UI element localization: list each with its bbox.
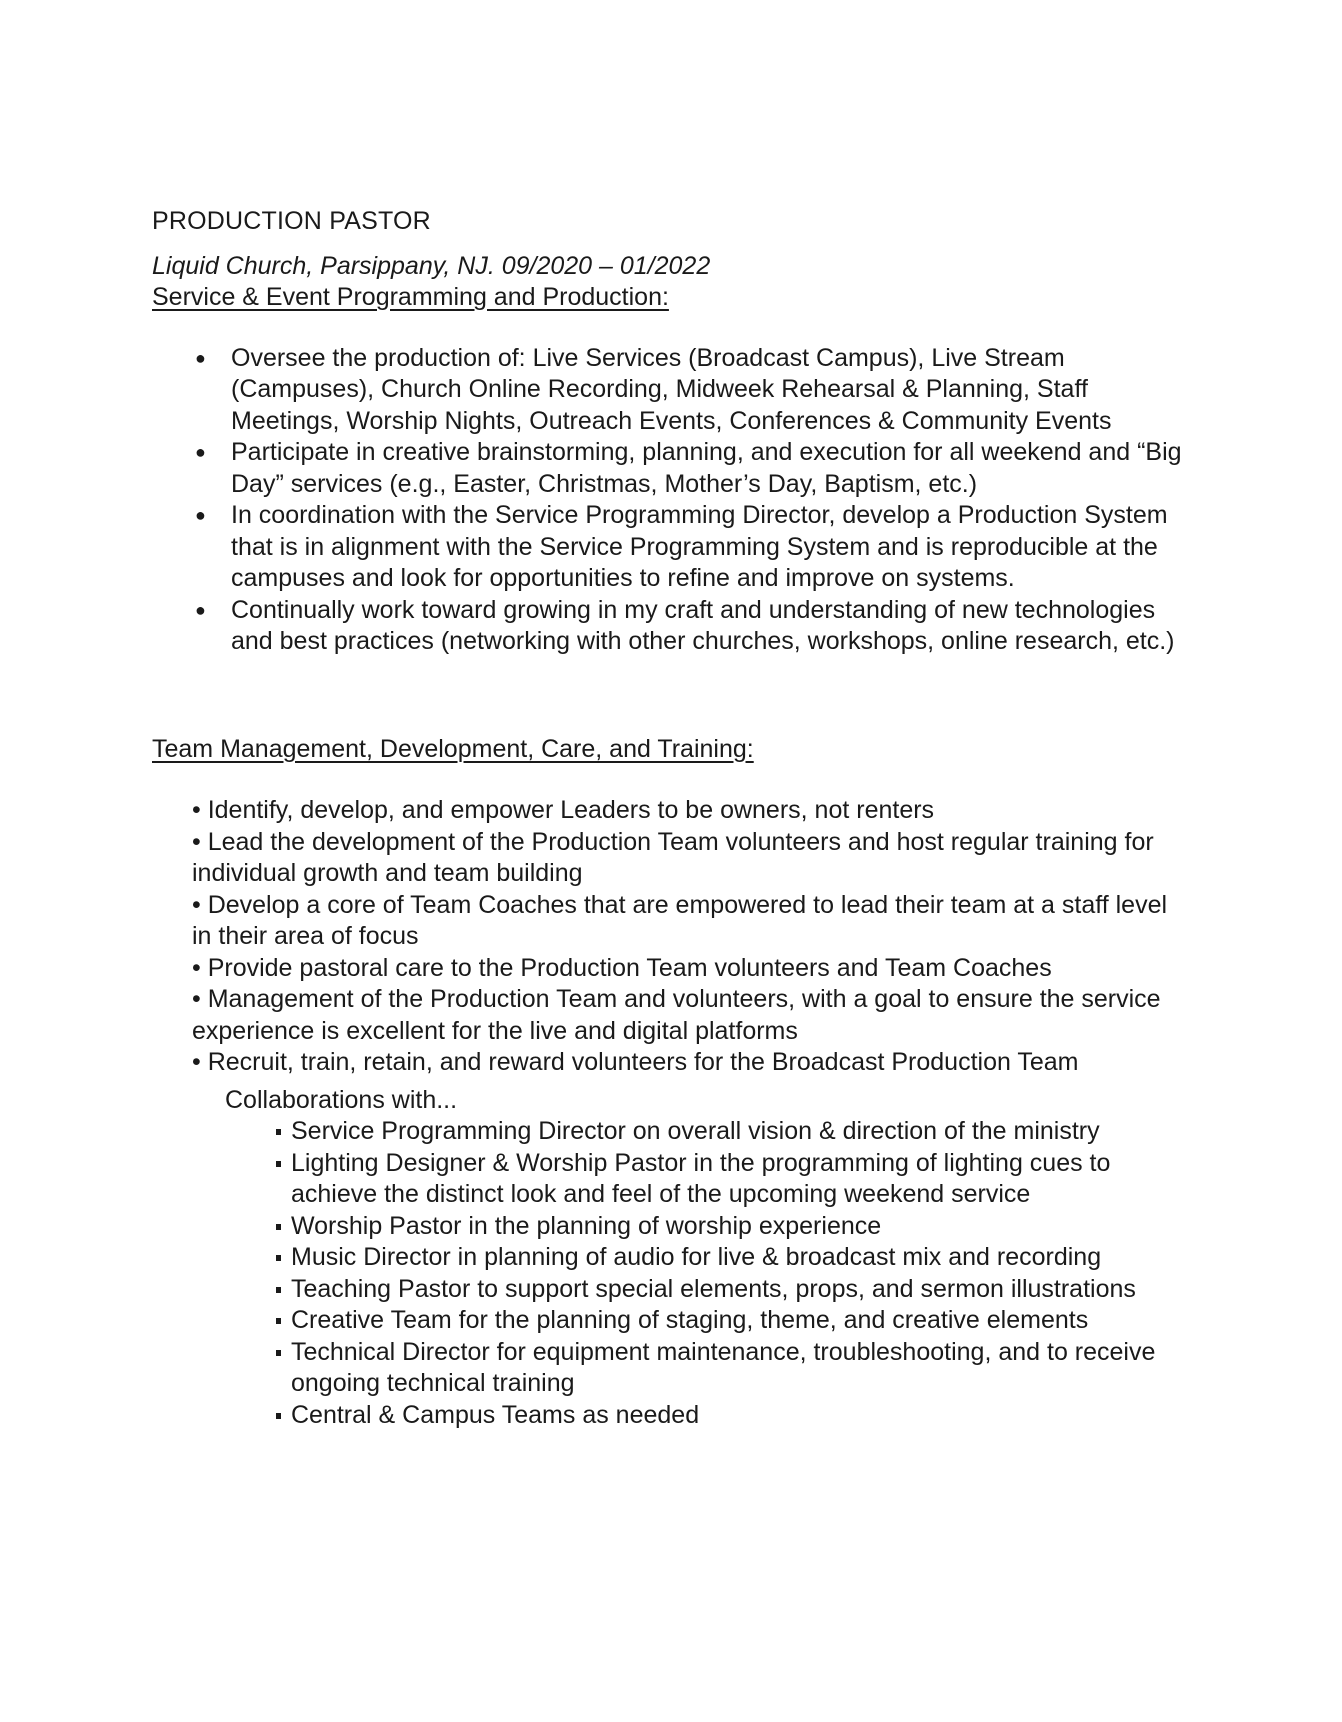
job-title: PRODUCTION PASTOR	[152, 207, 431, 235]
list-item	[195, 500, 1192, 595]
list-item: • Recruit, train, retain, and reward volunteers for the Broadcast Production Team	[192, 1048, 1079, 1076]
bullet-dot-icon: ●	[195, 442, 206, 462]
bullet-dot-icon: ●	[195, 599, 206, 620]
list-item: • Identify, develop, and empower Leaders to be owners, not renters	[192, 796, 935, 824]
list-item: • Management of the Production Team and volunteers, with a goal to ensure the service experience is excellent for the live and digital platforms	[192, 985, 1161, 1045]
square-bullet-icon	[276, 1287, 281, 1293]
list-item-text: Worship Pastor in the planning of worship experience	[291, 1211, 882, 1240]
square-bullet-icon	[276, 1413, 281, 1419]
list-item: • Provide pastoral care to the Production Team volunteers and Team Coaches	[192, 953, 1052, 982]
square-bullet-icon	[276, 1224, 281, 1230]
list-item-text: Creative Team for the planning of staging, theme, and creative elements	[291, 1306, 1089, 1334]
list-item-text: Music Director in planning of audio for live & broadcast mix and recording	[291, 1243, 1102, 1271]
list-item-text: Service Programming Director on overall vision & direction of the ministry	[291, 1117, 1100, 1145]
list-item	[276, 1400, 1192, 1432]
list-item-text: Continually work toward growing in my craft and understanding of new technologies and best practices (networking with other churches, workshops, online research, etc.)	[231, 595, 1175, 655]
list-item	[276, 1337, 1192, 1400]
list-item	[276, 1274, 1192, 1306]
list-item-text: Central & Campus Teams as needed	[291, 1400, 700, 1429]
bullet-dot-icon: ●	[195, 505, 206, 525]
organization-dates: Liquid Church, Parsippany, NJ. 09/2020 – 01/2022	[152, 251, 711, 280]
collaborations-list	[152, 1116, 1192, 1431]
list-item: • Develop a core of Team Coaches that are empowered to lead their team at a staff level in their area of focus	[192, 890, 1168, 950]
section-heading-team-management: Team Management, Development, Care, and Training:	[152, 734, 754, 763]
bullet-dot-icon: ●	[195, 347, 206, 368]
list-item-text: Lighting Designer & Worship Pastor in the programming of lighting cues to achieve the distinct look and feel of the upcoming weekend service	[291, 1148, 1111, 1208]
square-bullet-icon	[276, 1161, 281, 1167]
team-duties-list	[192, 795, 1192, 1079]
programming-duties-list	[152, 343, 1192, 658]
list-item	[195, 343, 1192, 438]
list-item	[276, 1211, 1192, 1243]
section-heading-programming: Service & Event Programming and Production:	[152, 283, 669, 311]
list-item	[195, 595, 1192, 658]
list-item	[276, 1242, 1192, 1274]
list-item-text: In coordination with the Service Programming Director, develop a Production System that is in alignment with the Service Programming System and is reproducible at the campuses and look for opportunities to refine and improve on systems.	[231, 501, 1168, 592]
list-item-text: Oversee the production of: Live Services (Broadcast Campus), Live Stream (Campuses), Church Online Recording, Midweek Rehearsal & Planning, Staff Meetings, Worship Nights, Outreach Events, Conferences & Community Events	[231, 343, 1112, 435]
list-item	[276, 1305, 1192, 1337]
document-page	[152, 206, 1192, 1431]
square-bullet-icon	[276, 1129, 281, 1135]
square-bullet-icon	[276, 1255, 281, 1261]
list-item	[276, 1116, 1192, 1148]
square-bullet-icon	[276, 1350, 281, 1356]
collaborations-label: Collaborations with...	[225, 1085, 458, 1114]
list-item-text: Technical Director for equipment maintenance, troubleshooting, and to receive ongoing technical training	[291, 1337, 1156, 1397]
list-item-text: Teaching Pastor to support special elements, props, and sermon illustrations	[291, 1274, 1136, 1303]
list-item	[195, 437, 1192, 500]
list-item-text: Participate in creative brainstorming, planning, and execution for all weekend and “Big Day” services (e.g., Easter, Christmas, Mother’s Day, Baptism, etc.)	[231, 438, 1182, 498]
square-bullet-icon	[276, 1318, 281, 1324]
list-item: • Lead the development of the Production Team volunteers and host regular training for individual growth and team building	[192, 827, 1154, 887]
list-item	[276, 1148, 1192, 1211]
